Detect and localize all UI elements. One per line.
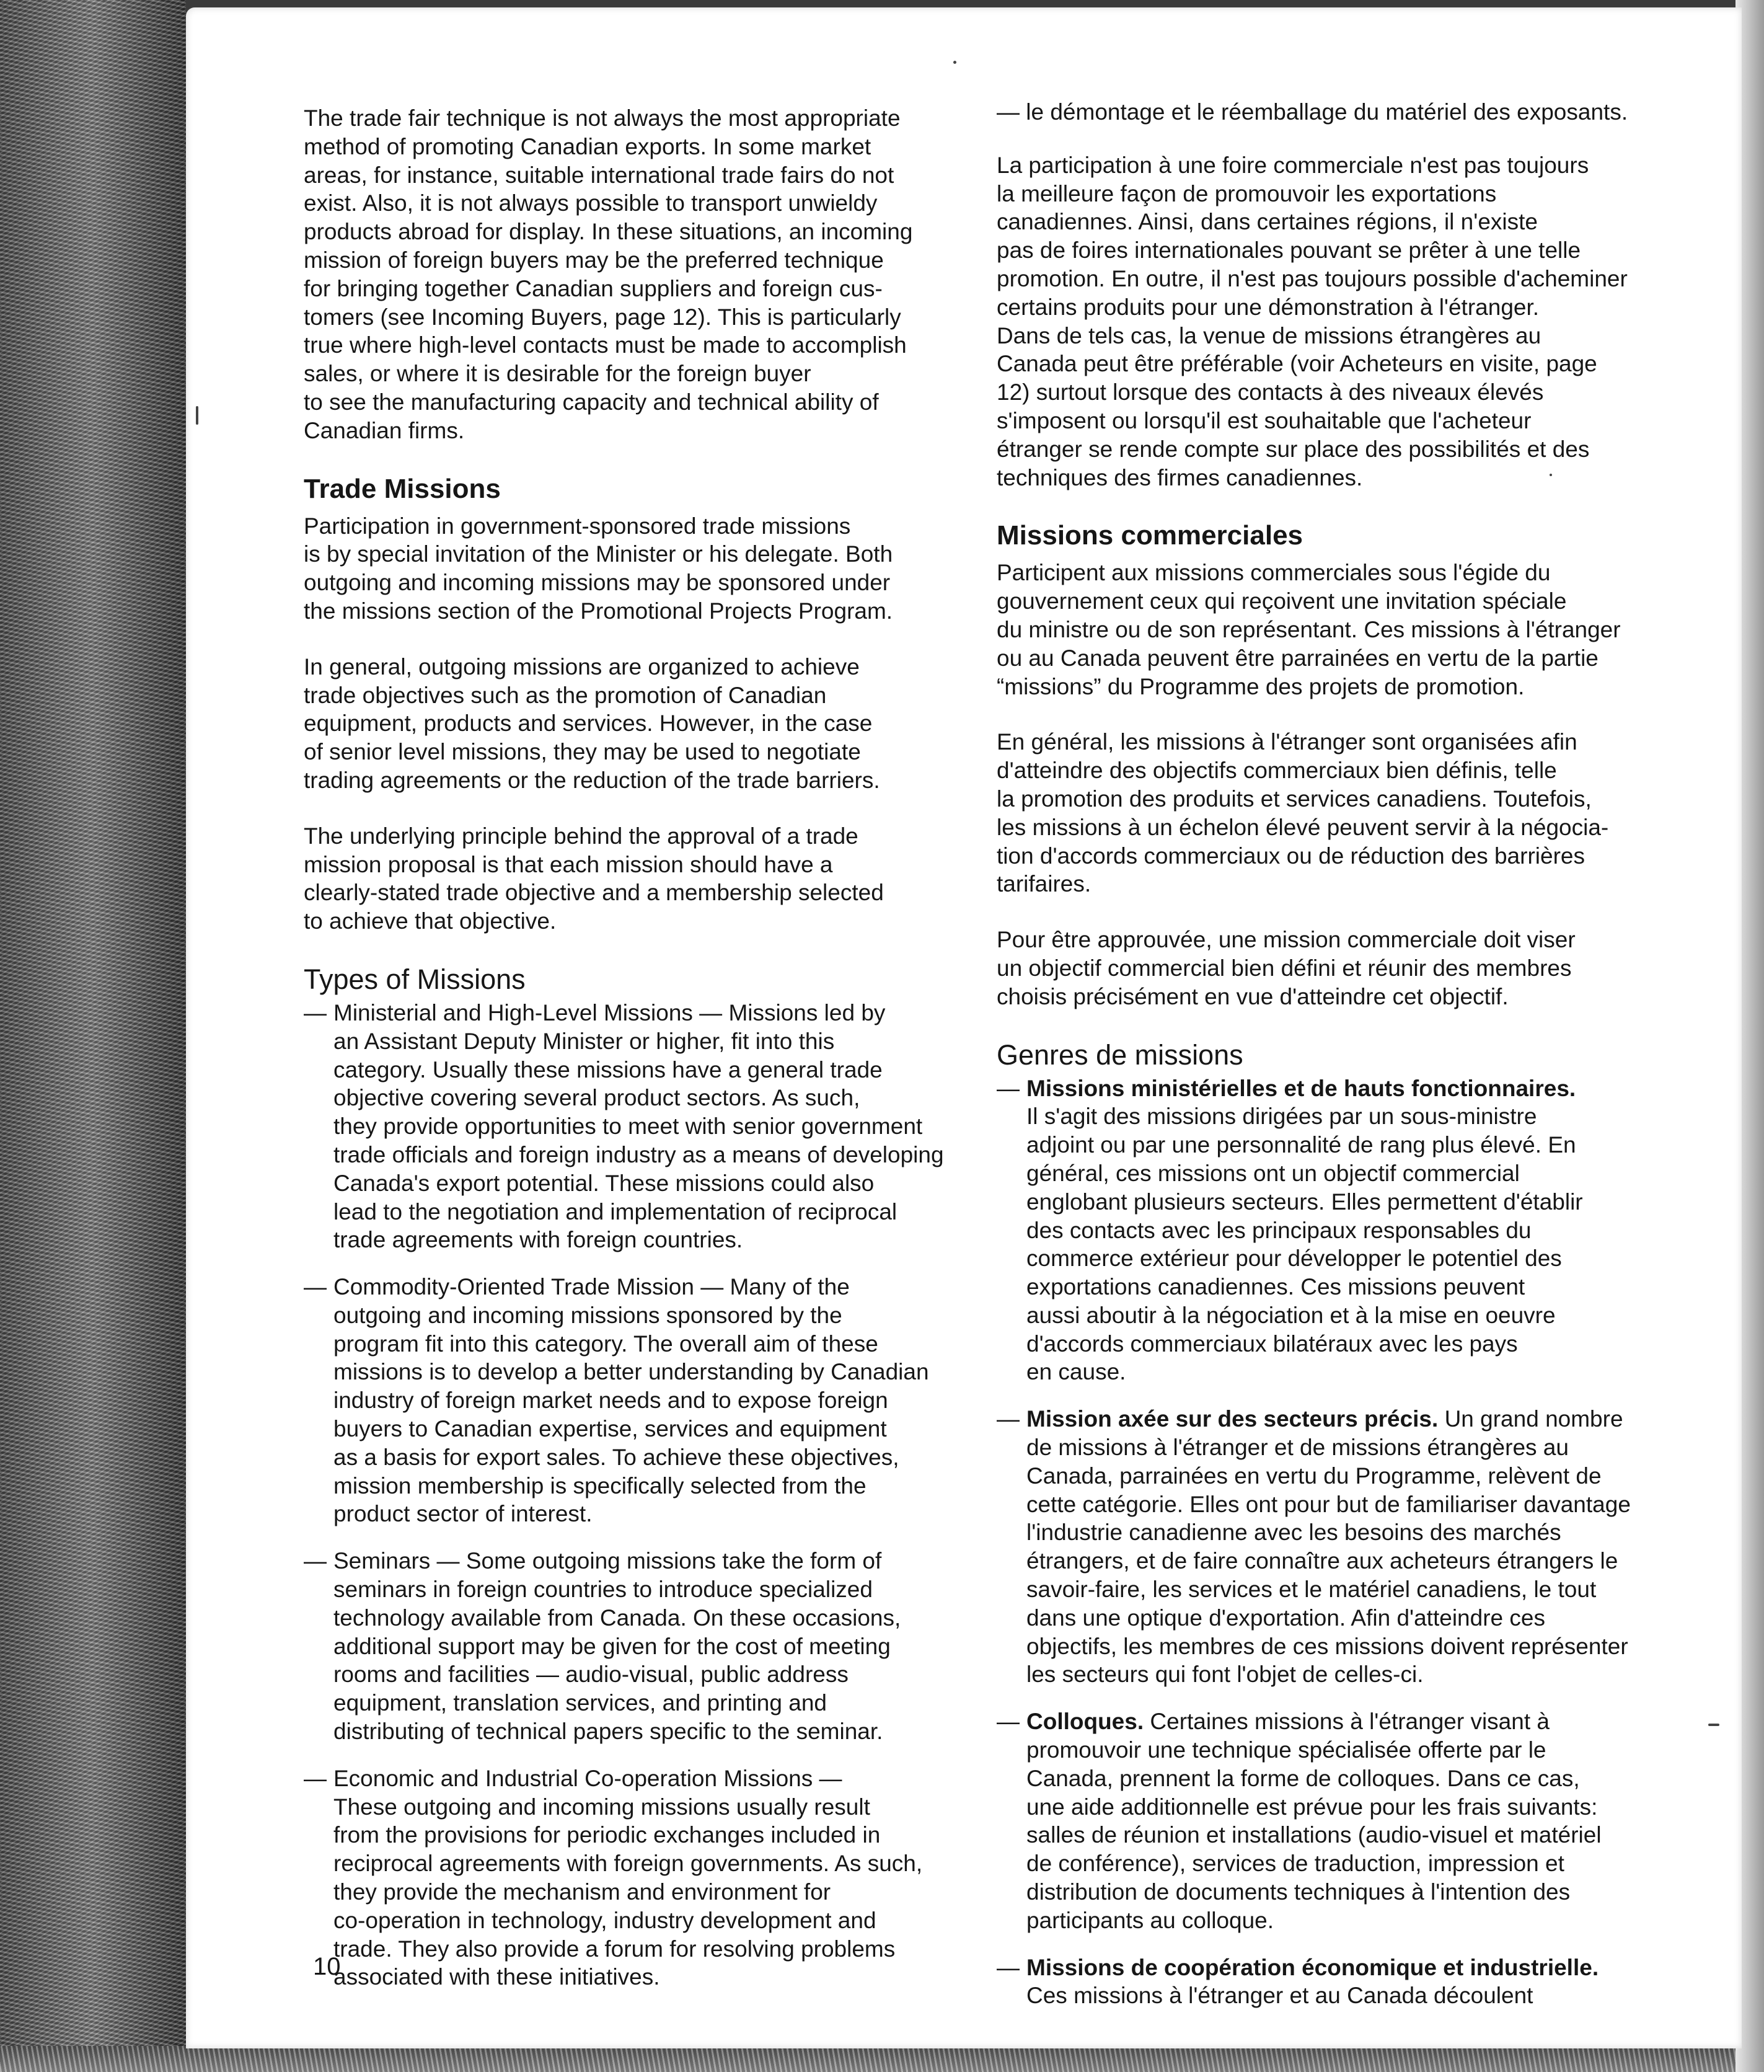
list-item-title: Missions de coopération économique et industrielle. [1026, 1954, 1599, 1980]
list-item [997, 1954, 1665, 2011]
scan-speck [953, 61, 956, 64]
list-item-body: Ces missions à l'étranger et au Canada découlent [1026, 1983, 1533, 2009]
list-item [997, 1707, 1665, 1934]
list-item-title: Ministerial and High-Level Missions [333, 999, 693, 1025]
list-item [997, 1074, 1665, 1387]
list-item-body: Un grand nombre de missions à l'étranger et de missions étrangères au Canada, parrainées en vertu du Programme, relèvent de cette catégorie. Elles ont pour but de familiariser davantage l'industrie canadienne avec les besoins des marchés étrangers, et de faire connaître aux acheteurs étrangers le savoir-faire, les services et le matériel canadiens, le tout dans une optique d'exportation. Afin d'atteindre ces objectifs, les membres de ces missions doivent représenter les secteurs qui font l'objet de celles-ci. [1026, 1406, 1631, 1688]
list-item-title: Colloques. [1026, 1709, 1144, 1735]
list-item-title: Missions ministérielles et de hauts fonctionnaires. [1026, 1075, 1576, 1101]
list-item [997, 1405, 1665, 1689]
section-heading-trade-missions: Trade Missions [304, 473, 501, 504]
subheading-genres-de-missions: Genres de missions [997, 1038, 1243, 1071]
list-item-title: Economic and Industrial Co-operation Missions [333, 1765, 813, 1791]
scan-speck [1708, 1724, 1719, 1726]
list-item [304, 999, 973, 1254]
list-item [304, 1273, 973, 1528]
english-column [304, 104, 973, 2010]
list-item-body: — Missions led by an Assistant Deputy Minister or higher, fit into this category. Usually these missions have a general trade objective covering several product sectors. As such, they provide opportunities to meet with senior government trade officials and foreign industry as a means of developing Canada's export potential. These missions could also lead to the negotiation and implementation of reciprocal trade agreements with foreign countries. [333, 999, 944, 1253]
intro-paragraph: The trade fair technique is not always the most appropriate method of promoting Canadian exports. In some market areas, for instance, suitable international trade fairs do not exist. Also, it is not always possible to transport unwieldy products abroad for display. In these situations, an incoming mission of foreign buyers may be the preferred technique for bringing together Canadian suppliers and foreign cus- tomers (see Incoming Buyers, page 12). This is particularly true where high-level contacts must be made to accomplish sales, or where it is desirable for the foreign buyer to see the manufacturing capacity and technical ability of Canadian firms. [304, 105, 913, 443]
top-line: — le démontage et le réemballage du matériel des exposants. [997, 99, 1628, 125]
list-item-body: Il s'agit des missions dirigées par un sous-ministre adjoint ou par une personnalité de rang plus élevé. En général, ces missions ont un objectif commercial englobant plusieurs secteurs. Elles permettent d'établir des contacts avec les principaux responsables du commerce extérieur pour développer le potentiel des exportations canadiennes. Ces missions peuvent aussi aboutir à la négociation et à la mise en oeuvre d'accords commerciaux bilatéraux avec les pays en cause. [1026, 1104, 1583, 1385]
trade-missions-paragraph-1: Participation in government-sponsored trade missions is by special invitation of the Minister or his delegate. Both outgoing and incoming missions may be sponsored under the missions section of the Promotional Projects Program. [304, 513, 893, 624]
list-dash: — [304, 1274, 327, 1300]
trade-missions-paragraph-3: The underlying principle behind the approval of a trade mission proposal is that each mission should have a clearly-stated trade objective and a membership selected to achieve that objective. [304, 823, 884, 934]
page-number: 10 [313, 1953, 341, 1980]
list-item-title: Seminars [333, 1548, 431, 1574]
french-column [997, 98, 1665, 2029]
list-dash: — [997, 1406, 1020, 1432]
list-dash: — [304, 1765, 327, 1791]
list-item-title: Commodity-Oriented Trade Mission [333, 1274, 694, 1300]
list-item-body: — Some outgoing missions take the form of seminars in foreign countries to introduce specialized technology available from Canada. On these occasions, additional support may be given for the cost of meeting rooms and facilities — audio-visual, public address equipment, translation services, and printing and distributing of technical papers specific to the seminar. [333, 1548, 901, 1745]
scan-background-bottom [0, 2046, 1764, 2072]
missions-paragraph-3-fr: Pour être approuvée, une mission commerciale doit viser un objectif commercial bien défini et réunir des membres choisis précisément en vue d'atteindre cet objectif. [997, 927, 1576, 1009]
list-item-body: Certaines missions à l'étranger visant à promouvoir une technique spécialisée offerte par le Canada, prennent la forme de colloques. Dans ce cas, une aide additionnelle est prévue pour les frais suivants: salles de réunion et installations (audio-visuel et matériel de conférence), services de traduction, impression et distribution de documents techniques à l'intention des participants au colloque. [1026, 1709, 1602, 1933]
section-heading-missions-commerciales: Missions commerciales [997, 520, 1303, 551]
list-item-body: — Many of the outgoing and incoming missions sponsored by the program fit into this category. The overall aim of these missions is to develop a better understanding by Canadian industry of foreign market needs and to expose foreign buyers to Canadian expertise, services and equipment as a basis for export sales. To achieve these objectives, mission membership is specifically selected from the product sector of interest. [333, 1274, 929, 1527]
list-dash: — [304, 1548, 327, 1574]
subheading-types-of-missions: Types of Missions [304, 963, 526, 995]
list-item-title: Mission axée sur des secteurs précis. [1026, 1406, 1439, 1432]
intro-paragraph-fr: La participation à une foire commerciale n'est pas toujours la meilleure façon de promouvoir les exportations canadiennes. Ainsi, dans certaines régions, il n'existe pas de foires internationales pouvant se prêter à une telle promotion. En outre, il n'est pas toujours possible d'acheminer certains produits pour une démonstration à l'étranger. Dans de tels cas, la venue de missions étrangères au Canada peut être préférable (voir Acheteurs en visite, page 12) surtout lorsque des contacts à des niveaux élevés s'imposent ou lorsqu'il est souhaitable que l'acheteur étranger se rende compte sur place des possibilités et des techniques des firmes canadiennes. [997, 152, 1628, 490]
missions-paragraph-2-fr: En général, les missions à l'étranger sont organisées afin d'atteindre des objectifs commerciaux bien définis, telle la promotion des produits et services canadiens. Toutefois, les missions à un échelon élevé peuvent servir à la négocia- tion d'accords commerciaux ou de réduction des barrières tarifaires. [997, 729, 1609, 897]
scan-speck [1550, 474, 1552, 476]
list-item [304, 1547, 973, 1746]
list-item [304, 1764, 973, 1991]
list-dash: — [304, 999, 327, 1025]
list-dash: — [997, 1954, 1020, 1980]
missions-paragraph-1-fr: Participent aux missions commerciales sous l'égide du gouvernement ceux qui reçoivent une invitation spéciale du ministre ou de son représentant. Ces missions à l'étranger ou au Canada peuvent être parrainées en vertu de la partie “missions” du Programme des projets de promotion. [997, 560, 1621, 699]
list-item-body: — These outgoing and incoming missions usually result from the provisions for periodic exchanges included in reciprocal agreements with foreign governments. As such, they provide the mechanism and environment for co-operation in technology, industry development and trade. They also provide a forum for resolving problems associated with these initiatives. [333, 1765, 923, 1990]
scan-speck [196, 406, 198, 425]
trade-missions-paragraph-2: In general, outgoing missions are organized to achieve trade objectives such as the promotion of Canadian equipment, products and services. However, in the case of senior level missions, they may be used to negotiate trading agreements or the reduction of the trade barriers. [304, 653, 880, 793]
list-dash: — [997, 1075, 1020, 1101]
list-dash: — [997, 1709, 1020, 1735]
scan-background-left [0, 0, 186, 2072]
